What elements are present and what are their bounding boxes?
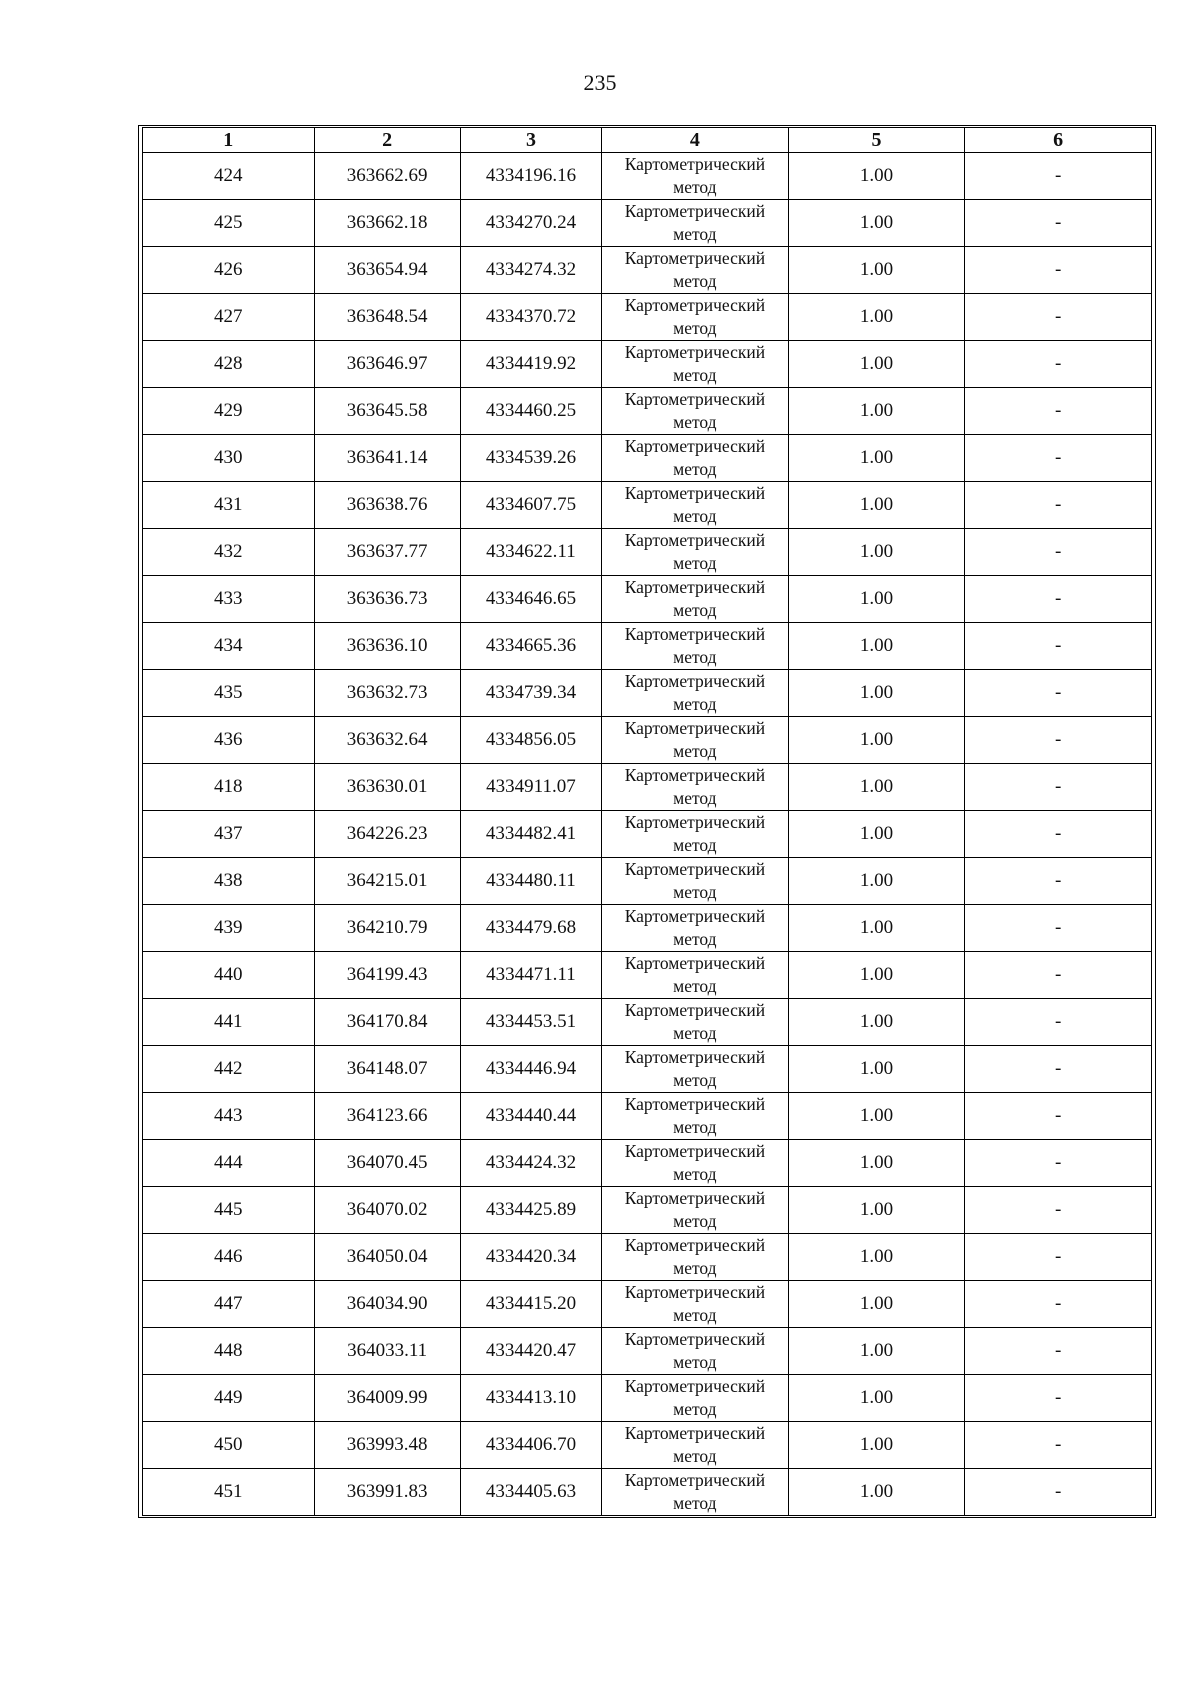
note-cell: - [965, 1422, 1152, 1469]
y-coordinate-cell: 4334420.47 [460, 1328, 601, 1375]
table-header-row [143, 128, 1152, 153]
x-coordinate-cell: 363630.01 [314, 764, 460, 811]
y-coordinate-cell: 4334406.70 [460, 1422, 601, 1469]
method-line-2: метод [673, 1493, 717, 1513]
method-line-1: Картометрический [624, 1188, 766, 1208]
x-coordinate-cell: 364034.90 [314, 1281, 460, 1328]
accuracy-cell: 1.00 [788, 1234, 965, 1281]
x-coordinate-cell: 364070.02 [314, 1187, 460, 1234]
method-cell [602, 811, 789, 858]
y-coordinate-cell: 4334425.89 [460, 1187, 601, 1234]
y-coordinate-cell: 4334739.34 [460, 670, 601, 717]
coordinates-table-frame [138, 125, 1156, 1518]
method-cell [602, 482, 789, 529]
method-line-1: Картометрический [624, 953, 766, 973]
note-cell: - [965, 529, 1152, 576]
method-line-2: метод [673, 1211, 717, 1231]
page-number: 235 [583, 70, 617, 95]
method-line-2: метод [673, 1352, 717, 1372]
method-cell [602, 153, 789, 200]
y-coordinate-cell: 4334424.32 [460, 1140, 601, 1187]
method-line-2: метод [673, 1446, 717, 1466]
table-row [143, 1187, 1152, 1234]
point-number-cell: 448 [143, 1328, 315, 1375]
accuracy-cell: 1.00 [788, 858, 965, 905]
accuracy-cell: 1.00 [788, 482, 965, 529]
point-number-cell: 451 [143, 1469, 315, 1516]
y-coordinate-cell: 4334911.07 [460, 764, 601, 811]
table-row [143, 670, 1152, 717]
method-line-1: Картометрический [624, 154, 766, 174]
accuracy-cell: 1.00 [788, 341, 965, 388]
method-line-1: Картометрический [624, 765, 766, 785]
accuracy-cell: 1.00 [788, 200, 965, 247]
y-coordinate-cell: 4334405.63 [460, 1469, 601, 1516]
x-coordinate-cell: 363662.69 [314, 153, 460, 200]
x-coordinate-cell: 363641.14 [314, 435, 460, 482]
point-number-cell: 445 [143, 1187, 315, 1234]
method-line-1: Картометрический [624, 1235, 766, 1255]
method-line-2: метод [673, 1023, 717, 1043]
accuracy-cell: 1.00 [788, 435, 965, 482]
y-coordinate-cell: 4334274.32 [460, 247, 601, 294]
note-cell: - [965, 247, 1152, 294]
method-line-2: метод [673, 694, 717, 714]
x-coordinate-cell: 363636.10 [314, 623, 460, 670]
y-coordinate-cell: 4334622.11 [460, 529, 601, 576]
header-col-1: 1 [143, 128, 315, 153]
method-line-1: Картометрический [624, 436, 766, 456]
method-line-1: Картометрический [624, 1423, 766, 1443]
method-line-1: Картометрический [624, 1094, 766, 1114]
note-cell: - [965, 1328, 1152, 1375]
accuracy-cell: 1.00 [788, 1469, 965, 1516]
point-number-cell: 450 [143, 1422, 315, 1469]
y-coordinate-cell: 4334419.92 [460, 341, 601, 388]
method-line-1: Картометрический [624, 530, 766, 550]
accuracy-cell: 1.00 [788, 1046, 965, 1093]
method-cell [602, 435, 789, 482]
method-line-1: Картометрический [624, 1282, 766, 1302]
accuracy-cell: 1.00 [788, 1422, 965, 1469]
note-cell: - [965, 294, 1152, 341]
table-row [143, 1281, 1152, 1328]
accuracy-cell: 1.00 [788, 388, 965, 435]
x-coordinate-cell: 363648.54 [314, 294, 460, 341]
method-cell [602, 1046, 789, 1093]
point-number-cell: 428 [143, 341, 315, 388]
y-coordinate-cell: 4334460.25 [460, 388, 601, 435]
point-number-cell: 426 [143, 247, 315, 294]
accuracy-cell: 1.00 [788, 717, 965, 764]
method-cell [602, 999, 789, 1046]
table-row [143, 1375, 1152, 1422]
x-coordinate-cell: 363632.73 [314, 670, 460, 717]
point-number-cell: 418 [143, 764, 315, 811]
method-line-2: метод [673, 741, 717, 761]
y-coordinate-cell: 4334539.26 [460, 435, 601, 482]
note-cell: - [965, 717, 1152, 764]
point-number-cell: 431 [143, 482, 315, 529]
accuracy-cell: 1.00 [788, 670, 965, 717]
x-coordinate-cell: 363645.58 [314, 388, 460, 435]
method-line-1: Картометрический [624, 342, 766, 362]
y-coordinate-cell: 4334479.68 [460, 905, 601, 952]
note-cell: - [965, 341, 1152, 388]
note-cell: - [965, 1140, 1152, 1187]
table-row [143, 388, 1152, 435]
note-cell: - [965, 623, 1152, 670]
accuracy-cell: 1.00 [788, 764, 965, 811]
method-line-2: метод [673, 365, 717, 385]
x-coordinate-cell: 363636.73 [314, 576, 460, 623]
method-cell [602, 341, 789, 388]
table-row [143, 1046, 1152, 1093]
y-coordinate-cell: 4334415.20 [460, 1281, 601, 1328]
method-line-1: Картометрический [624, 624, 766, 644]
point-number-cell: 433 [143, 576, 315, 623]
x-coordinate-cell: 364148.07 [314, 1046, 460, 1093]
point-number-cell: 437 [143, 811, 315, 858]
table-row [143, 153, 1152, 200]
table-row [143, 1140, 1152, 1187]
note-cell: - [965, 1093, 1152, 1140]
point-number-cell: 446 [143, 1234, 315, 1281]
y-coordinate-cell: 4334413.10 [460, 1375, 601, 1422]
table-row [143, 623, 1152, 670]
accuracy-cell: 1.00 [788, 905, 965, 952]
y-coordinate-cell: 4334446.94 [460, 1046, 601, 1093]
method-cell [602, 1093, 789, 1140]
method-cell [602, 1469, 789, 1516]
method-line-2: метод [673, 412, 717, 432]
method-line-2: метод [673, 459, 717, 479]
table-body [143, 153, 1152, 1516]
header-col-3: 3 [460, 128, 601, 153]
method-line-2: метод [673, 271, 717, 291]
accuracy-cell: 1.00 [788, 952, 965, 999]
table-row [143, 952, 1152, 999]
method-line-2: метод [673, 835, 717, 855]
method-line-2: метод [673, 1258, 717, 1278]
y-coordinate-cell: 4334607.75 [460, 482, 601, 529]
x-coordinate-cell: 364210.79 [314, 905, 460, 952]
point-number-cell: 439 [143, 905, 315, 952]
point-number-cell: 427 [143, 294, 315, 341]
method-line-2: метод [673, 1070, 717, 1090]
method-line-1: Картометрический [624, 577, 766, 597]
accuracy-cell: 1.00 [788, 576, 965, 623]
method-cell [602, 576, 789, 623]
y-coordinate-cell: 4334665.36 [460, 623, 601, 670]
method-cell [602, 1187, 789, 1234]
method-line-1: Картометрический [624, 1470, 766, 1490]
table-row [143, 1469, 1152, 1516]
table-row [143, 858, 1152, 905]
method-cell [602, 294, 789, 341]
note-cell: - [965, 811, 1152, 858]
method-line-2: метод [673, 788, 717, 808]
point-number-cell: 447 [143, 1281, 315, 1328]
method-line-2: метод [673, 929, 717, 949]
method-cell [602, 247, 789, 294]
method-line-1: Картометрический [624, 1047, 766, 1067]
method-line-2: метод [673, 1305, 717, 1325]
x-coordinate-cell: 363632.64 [314, 717, 460, 764]
method-line-1: Картометрический [624, 295, 766, 315]
note-cell: - [965, 435, 1152, 482]
y-coordinate-cell: 4334196.16 [460, 153, 601, 200]
method-line-2: метод [673, 1164, 717, 1184]
table-row [143, 717, 1152, 764]
y-coordinate-cell: 4334471.11 [460, 952, 601, 999]
accuracy-cell: 1.00 [788, 999, 965, 1046]
method-cell [602, 1281, 789, 1328]
method-line-1: Картометрический [624, 906, 766, 926]
note-cell: - [965, 764, 1152, 811]
method-cell [602, 623, 789, 670]
point-number-cell: 436 [143, 717, 315, 764]
table-row [143, 200, 1152, 247]
method-line-2: метод [673, 224, 717, 244]
method-line-2: метод [673, 177, 717, 197]
method-line-1: Картометрический [624, 812, 766, 832]
accuracy-cell: 1.00 [788, 1187, 965, 1234]
point-number-cell: 425 [143, 200, 315, 247]
method-line-2: метод [673, 553, 717, 573]
note-cell: - [965, 999, 1152, 1046]
note-cell: - [965, 1375, 1152, 1422]
point-number-cell: 435 [143, 670, 315, 717]
method-line-2: метод [673, 1399, 717, 1419]
note-cell: - [965, 1046, 1152, 1093]
method-cell [602, 1234, 789, 1281]
point-number-cell: 432 [143, 529, 315, 576]
header-col-6: 6 [965, 128, 1152, 153]
accuracy-cell: 1.00 [788, 1093, 965, 1140]
note-cell: - [965, 1187, 1152, 1234]
y-coordinate-cell: 4334856.05 [460, 717, 601, 764]
method-cell [602, 388, 789, 435]
point-number-cell: 449 [143, 1375, 315, 1422]
note-cell: - [965, 858, 1152, 905]
y-coordinate-cell: 4334440.44 [460, 1093, 601, 1140]
x-coordinate-cell: 363993.48 [314, 1422, 460, 1469]
note-cell: - [965, 1469, 1152, 1516]
x-coordinate-cell: 364170.84 [314, 999, 460, 1046]
method-cell [602, 1375, 789, 1422]
point-number-cell: 429 [143, 388, 315, 435]
x-coordinate-cell: 364050.04 [314, 1234, 460, 1281]
x-coordinate-cell: 364033.11 [314, 1328, 460, 1375]
table-row [143, 529, 1152, 576]
header-col-5: 5 [788, 128, 965, 153]
x-coordinate-cell: 363991.83 [314, 1469, 460, 1516]
header-col-2: 2 [314, 128, 460, 153]
method-line-1: Картометрический [624, 1141, 766, 1161]
y-coordinate-cell: 4334646.65 [460, 576, 601, 623]
coordinates-table [142, 127, 1152, 1516]
table-row [143, 1093, 1152, 1140]
x-coordinate-cell: 364123.66 [314, 1093, 460, 1140]
table-row [143, 247, 1152, 294]
note-cell: - [965, 153, 1152, 200]
point-number-cell: 442 [143, 1046, 315, 1093]
x-coordinate-cell: 364226.23 [314, 811, 460, 858]
accuracy-cell: 1.00 [788, 247, 965, 294]
y-coordinate-cell: 4334480.11 [460, 858, 601, 905]
x-coordinate-cell: 363654.94 [314, 247, 460, 294]
note-cell: - [965, 670, 1152, 717]
table-row [143, 764, 1152, 811]
point-number-cell: 444 [143, 1140, 315, 1187]
point-number-cell: 441 [143, 999, 315, 1046]
x-coordinate-cell: 364215.01 [314, 858, 460, 905]
accuracy-cell: 1.00 [788, 294, 965, 341]
note-cell: - [965, 482, 1152, 529]
note-cell: - [965, 905, 1152, 952]
point-number-cell: 438 [143, 858, 315, 905]
method-cell [602, 952, 789, 999]
x-coordinate-cell: 363637.77 [314, 529, 460, 576]
table-row [143, 482, 1152, 529]
header-col-4: 4 [602, 128, 789, 153]
method-line-2: метод [673, 882, 717, 902]
note-cell: - [965, 952, 1152, 999]
note-cell: - [965, 200, 1152, 247]
method-line-2: метод [673, 976, 717, 996]
accuracy-cell: 1.00 [788, 1140, 965, 1187]
method-cell [602, 1422, 789, 1469]
accuracy-cell: 1.00 [788, 1375, 965, 1422]
method-cell [602, 529, 789, 576]
x-coordinate-cell: 363638.76 [314, 482, 460, 529]
table-row [143, 435, 1152, 482]
point-number-cell: 424 [143, 153, 315, 200]
method-line-2: метод [673, 600, 717, 620]
method-cell [602, 1140, 789, 1187]
table-row [143, 1234, 1152, 1281]
x-coordinate-cell: 364070.45 [314, 1140, 460, 1187]
method-line-2: метод [673, 1117, 717, 1137]
method-cell [602, 717, 789, 764]
note-cell: - [965, 388, 1152, 435]
method-line-1: Картометрический [624, 1376, 766, 1396]
table-row [143, 294, 1152, 341]
note-cell: - [965, 1234, 1152, 1281]
method-line-1: Картометрический [624, 1000, 766, 1020]
x-coordinate-cell: 364009.99 [314, 1375, 460, 1422]
note-cell: - [965, 1281, 1152, 1328]
y-coordinate-cell: 4334370.72 [460, 294, 601, 341]
method-line-1: Картометрический [624, 859, 766, 879]
y-coordinate-cell: 4334482.41 [460, 811, 601, 858]
y-coordinate-cell: 4334420.34 [460, 1234, 601, 1281]
accuracy-cell: 1.00 [788, 153, 965, 200]
table-row [143, 999, 1152, 1046]
y-coordinate-cell: 4334453.51 [460, 999, 601, 1046]
x-coordinate-cell: 363662.18 [314, 200, 460, 247]
method-cell [602, 764, 789, 811]
method-cell [602, 1328, 789, 1375]
accuracy-cell: 1.00 [788, 623, 965, 670]
method-cell [602, 200, 789, 247]
method-line-2: метод [673, 506, 717, 526]
accuracy-cell: 1.00 [788, 529, 965, 576]
method-line-1: Картометрический [624, 389, 766, 409]
method-line-1: Картометрический [624, 483, 766, 503]
y-coordinate-cell: 4334270.24 [460, 200, 601, 247]
method-line-1: Картометрический [624, 718, 766, 738]
table-row [143, 905, 1152, 952]
method-cell [602, 670, 789, 717]
note-cell: - [965, 576, 1152, 623]
point-number-cell: 440 [143, 952, 315, 999]
table-row [143, 811, 1152, 858]
method-line-1: Картометрический [624, 671, 766, 691]
accuracy-cell: 1.00 [788, 1281, 965, 1328]
point-number-cell: 443 [143, 1093, 315, 1140]
table-row [143, 1422, 1152, 1469]
method-line-1: Картометрический [624, 201, 766, 221]
x-coordinate-cell: 363646.97 [314, 341, 460, 388]
table-row [143, 341, 1152, 388]
method-line-1: Картометрический [624, 1329, 766, 1349]
accuracy-cell: 1.00 [788, 1328, 965, 1375]
point-number-cell: 434 [143, 623, 315, 670]
table-row [143, 1328, 1152, 1375]
method-cell [602, 858, 789, 905]
x-coordinate-cell: 364199.43 [314, 952, 460, 999]
method-line-1: Картометрический [624, 248, 766, 268]
method-cell [602, 905, 789, 952]
table-row [143, 576, 1152, 623]
point-number-cell: 430 [143, 435, 315, 482]
method-line-2: метод [673, 318, 717, 338]
method-line-2: метод [673, 647, 717, 667]
accuracy-cell: 1.00 [788, 811, 965, 858]
